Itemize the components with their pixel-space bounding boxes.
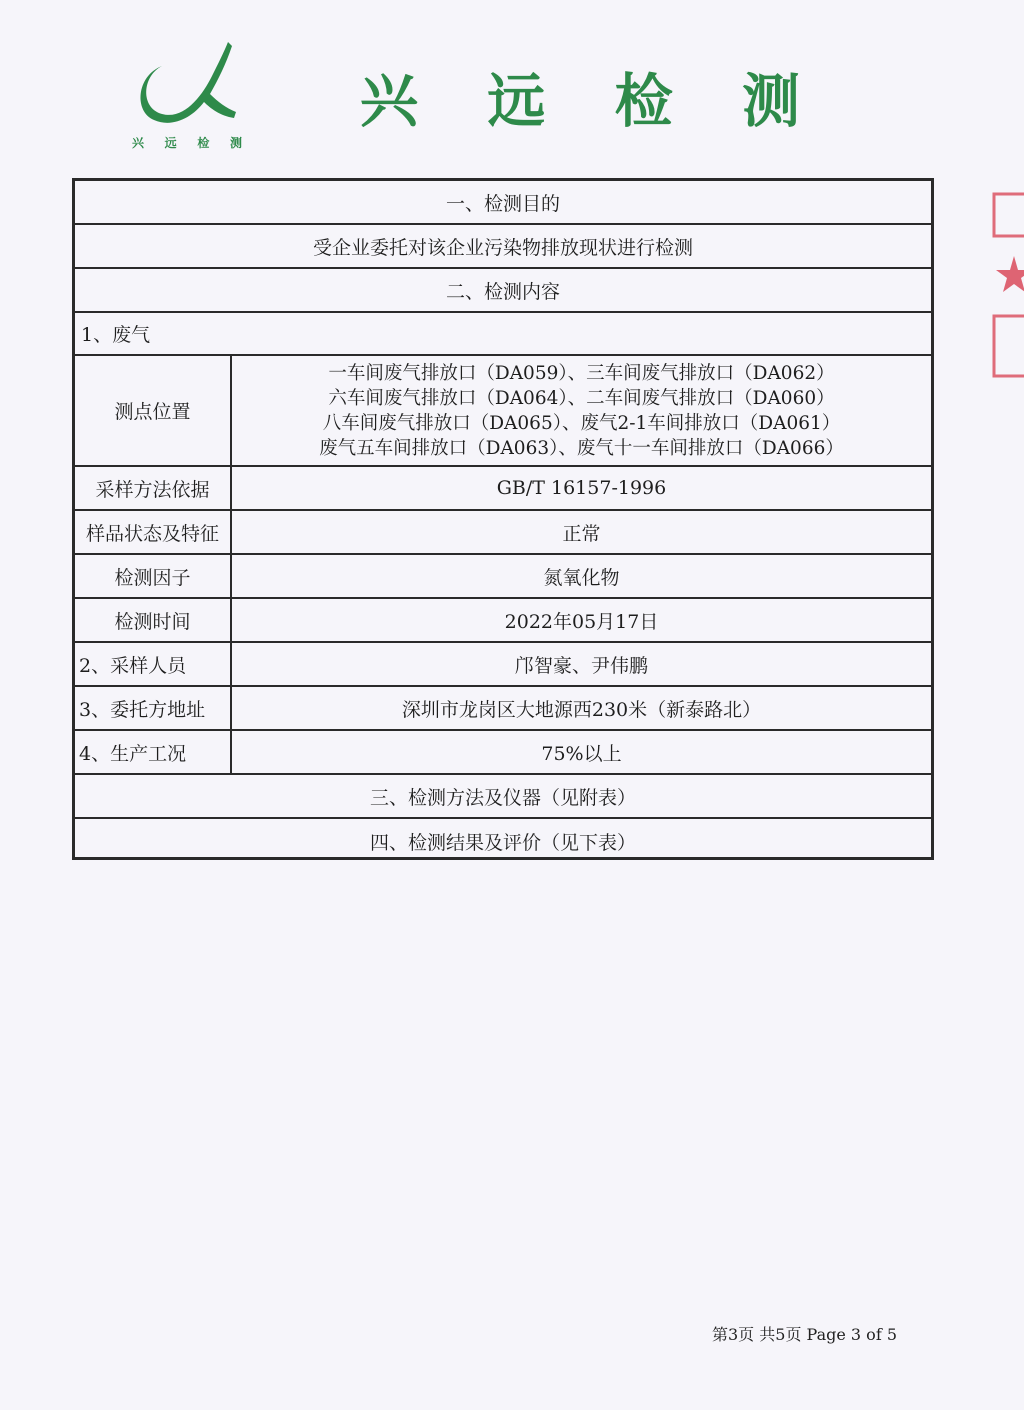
section-title-results: 四、检测结果及评价（见下表） bbox=[369, 831, 636, 854]
address-value: 深圳市龙岗区大地源西230米（新泰路北） bbox=[401, 698, 762, 721]
time-label: 检测时间 bbox=[75, 599, 232, 641]
logo-caption bbox=[132, 134, 242, 151]
location-row bbox=[75, 356, 931, 467]
production-value: 75%以上 bbox=[541, 742, 622, 765]
address-label: 3、委托方地址 bbox=[75, 687, 232, 729]
location-values bbox=[232, 356, 931, 465]
location-line: 六车间废气排放口（DA064）、二车间废气排放口（DA060） bbox=[328, 387, 835, 409]
brand-title-char: 检 bbox=[614, 67, 673, 135]
sample-state-value: 正常 bbox=[562, 522, 601, 545]
factor-row bbox=[75, 555, 931, 599]
section-title-row bbox=[75, 775, 931, 819]
sampler-row bbox=[75, 643, 931, 687]
logo-caption-char: 检 bbox=[197, 136, 210, 150]
logo-caption-char: 远 bbox=[164, 136, 177, 150]
time-row bbox=[75, 599, 931, 643]
page-number: 第3页 共5页 Page 3 of 5 bbox=[712, 1325, 898, 1344]
production-row bbox=[75, 731, 931, 775]
factor-label: 检测因子 bbox=[75, 555, 232, 597]
sampling-method-value: GB/T 16157-1996 bbox=[496, 477, 667, 499]
brand-title-char: 兴 bbox=[360, 67, 419, 135]
inspection-content-table bbox=[72, 178, 934, 860]
red-stamp-fragment bbox=[988, 190, 1024, 390]
brand-title-char: 测 bbox=[741, 67, 800, 135]
factor-value: 氮氧化物 bbox=[543, 566, 620, 589]
location-line: 一车间废气排放口（DA059）、三车间废气排放口（DA062） bbox=[328, 362, 835, 384]
brand-title bbox=[360, 56, 800, 136]
section-title-row bbox=[75, 181, 931, 225]
address-row bbox=[75, 687, 931, 731]
purpose-row bbox=[75, 225, 931, 269]
section-title-methods: 三、检测方法及仪器（见附表） bbox=[369, 786, 636, 809]
logo-caption-char: 兴 bbox=[132, 136, 145, 150]
logo-caption-char: 测 bbox=[229, 136, 242, 150]
sampling-method-label: 采样方法依据 bbox=[75, 467, 232, 509]
sampler-value: 邝智豪、尹伟鹏 bbox=[514, 654, 648, 677]
sample-state-row bbox=[75, 511, 931, 555]
purpose-text: 受企业委托对该企业污染物排放现状进行检测 bbox=[312, 236, 693, 259]
production-label: 4、生产工况 bbox=[75, 731, 232, 773]
item-exhaust-row bbox=[75, 313, 931, 356]
location-line: 废气五车间排放口（DA063）、废气十一车间排放口（DA066） bbox=[319, 437, 844, 459]
sampling-method-row bbox=[75, 467, 931, 511]
time-value: 2022年05月17日 bbox=[504, 610, 659, 633]
section-title-content: 二、检测内容 bbox=[445, 280, 560, 303]
sampler-label: 2、采样人员 bbox=[75, 643, 232, 685]
brand-title-char: 远 bbox=[487, 67, 546, 135]
location-label: 测点位置 bbox=[75, 356, 232, 465]
section-title-purpose: 一、检测目的 bbox=[445, 192, 560, 215]
section-title-row bbox=[75, 269, 931, 313]
item-exhaust-label: 1、废气 bbox=[81, 324, 151, 346]
section-title-row bbox=[75, 819, 931, 863]
location-line: 八车间废气排放口（DA065）、废气2-1车间排放口（DA061） bbox=[322, 412, 841, 434]
sample-state-label: 样品状态及特征 bbox=[75, 511, 232, 553]
